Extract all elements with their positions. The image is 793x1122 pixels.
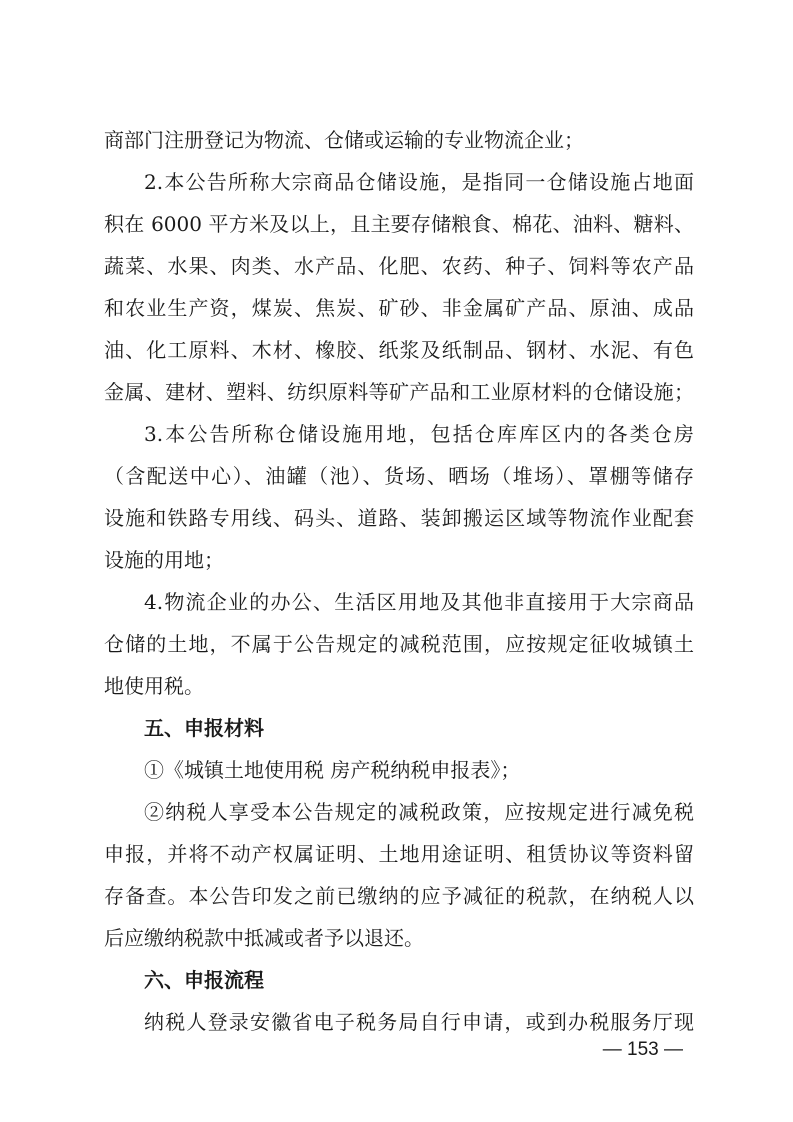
text-line: 3.本公告所称仓储设施用地，包括仓库库区内的各类仓房 xyxy=(144,422,694,446)
text-line: 纳税人登录安徽省电子税务局自行申请，或到办税服务厅现 xyxy=(144,1010,694,1034)
text-line: 申报，并将不动产权属证明、土地用途证明、租赁协议等资料留 xyxy=(104,842,694,866)
text-line: 油、化工原料、木材、橡胶、纸浆及纸制品、钢材、水泥、有色 xyxy=(104,338,694,362)
page-number: — 153 — xyxy=(602,1039,683,1060)
section-heading: 六、申报流程 xyxy=(144,968,264,992)
text-line: 和农业生产资，煤炭、焦炭、矿砂、非金属矿产品、原油、成品 xyxy=(104,296,694,320)
text-line: 4.物流企业的办公、生活区用地及其他非直接用于大宗商品 xyxy=(144,590,694,614)
text-line: 地使用税。 xyxy=(104,674,204,698)
text-line: 设施的用地； xyxy=(104,548,224,572)
section-heading: 五、申报材料 xyxy=(144,716,264,740)
text-line: 仓储的土地，不属于公告规定的减税范围，应按规定征收城镇土 xyxy=(104,632,694,656)
text-line: ②纳税人享受本公告规定的减税政策，应按规定进行减免税 xyxy=(144,800,694,824)
text-line: 2.本公告所称大宗商品仓储设施，是指同一仓储设施占地面 xyxy=(144,170,694,194)
text-line: 后应缴纳税款中抵减或者予以退还。 xyxy=(104,926,424,950)
text-line: 蔬菜、水果、肉类、水产品、化肥、农药、种子、饲料等农产品 xyxy=(104,254,694,278)
text-line: 商部门注册登记为物流、仓储或运输的专业物流企业； xyxy=(104,128,584,152)
text-line: 设施和铁路专用线、码头、道路、装卸搬运区域等物流作业配套 xyxy=(104,506,694,530)
text-line: 存备查。本公告印发之前已缴纳的应予减征的税款，在纳税人以 xyxy=(104,884,694,908)
text-line: ①《城镇土地使用税 房产税纳税申报表》； xyxy=(144,758,521,782)
text-line: 积在 6000 平方米及以上，且主要存储粮食、棉花、油料、糖料、 xyxy=(104,212,694,236)
text-line: 金属、建材、塑料、纺织原料等矿产品和工业原材料的仓储设施； xyxy=(104,380,694,404)
text-line: （含配送中心）、油罐（池）、货场、晒场（堆场）、罩棚等储存 xyxy=(104,464,694,488)
